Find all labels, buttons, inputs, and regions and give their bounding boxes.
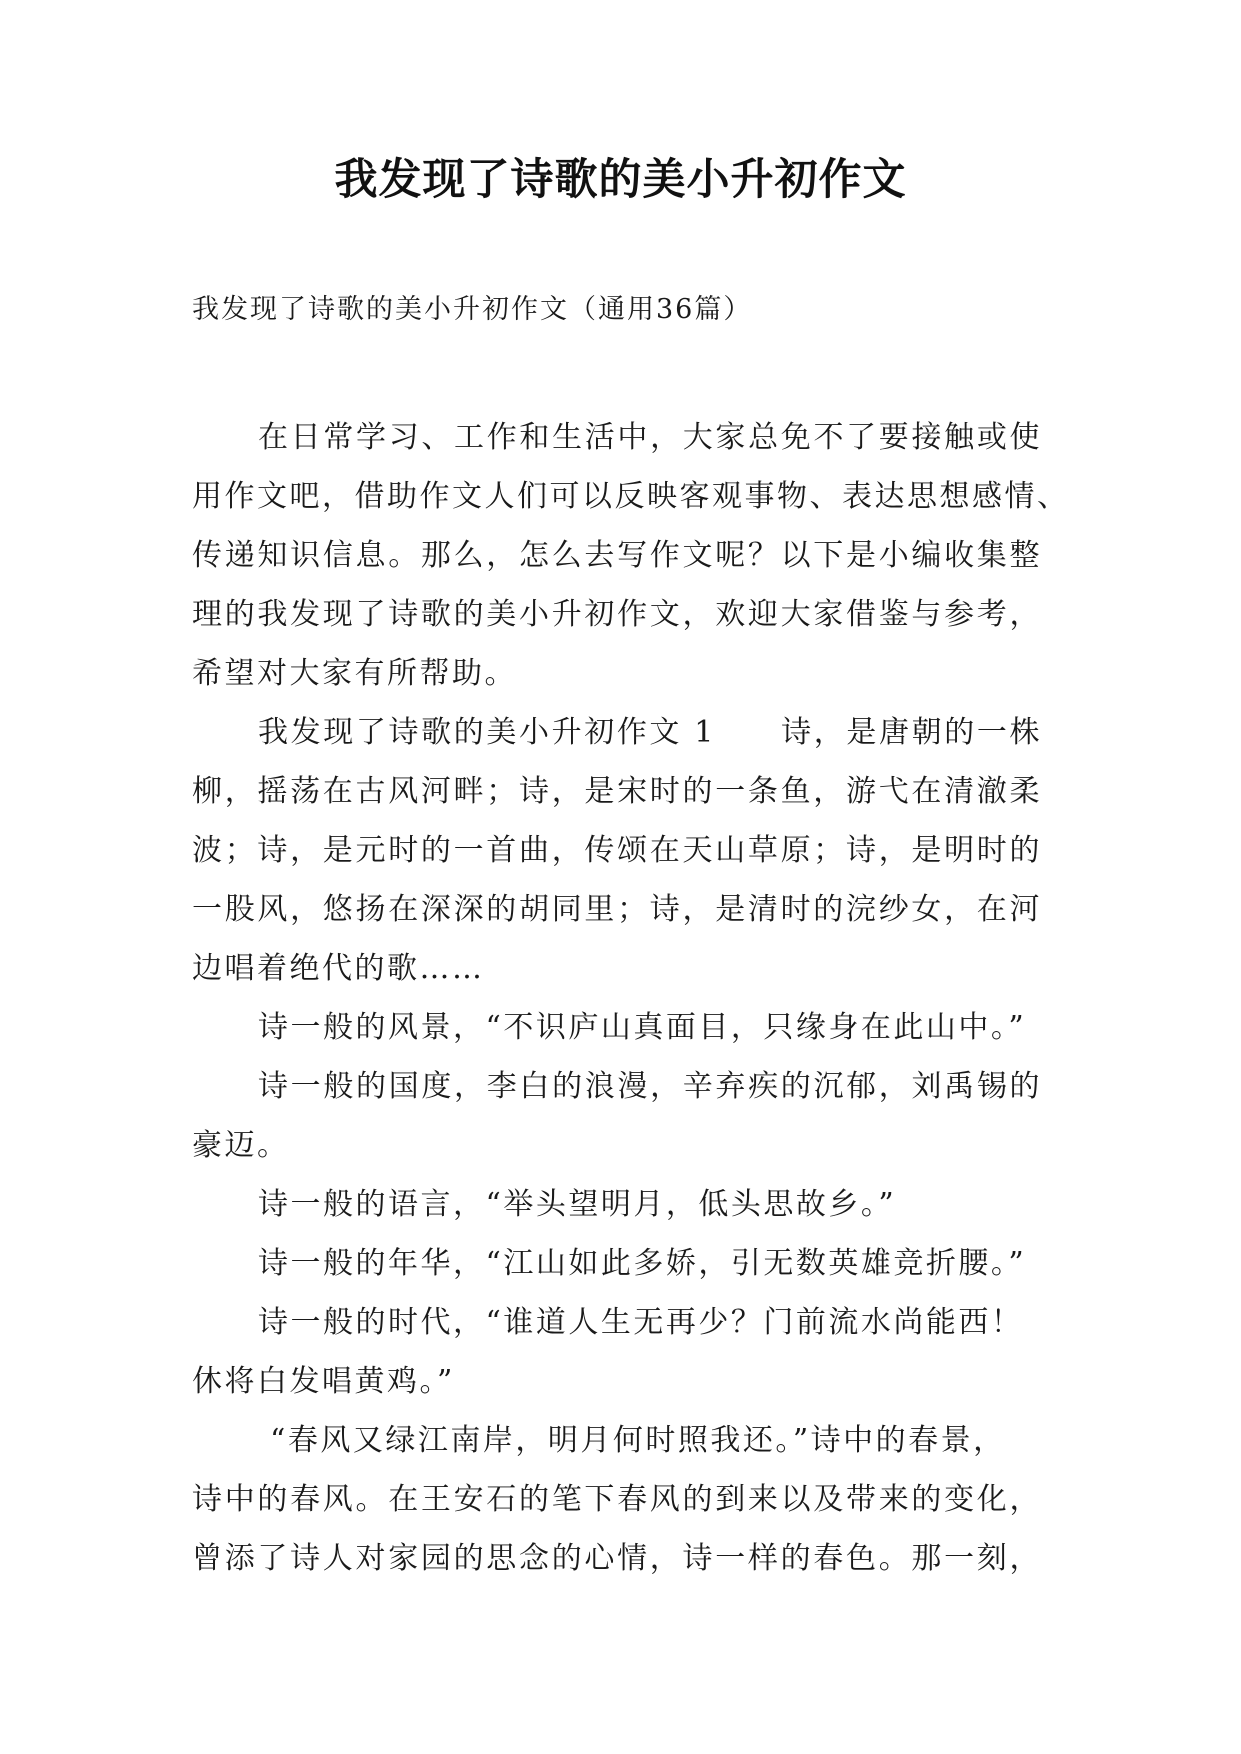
paragraph-line: 一股风，悠扬在深深的胡同里；诗，是清时的浣纱女，在河 [192,892,1042,927]
paragraph-line: 希望对大家有所帮助。 [192,656,517,691]
paragraph-line: 柳，摇荡在古风河畔；诗，是宋时的一条鱼，游弋在清澈柔 [192,774,1042,809]
paragraph-line: 曾添了诗人对家园的思念的心情，诗一样的春色。那一刻， [192,1541,1042,1576]
paragraph-line: 诗一般的语言，“举头望明月，低头思故乡。” [258,1187,897,1222]
paragraph-line: 波；诗，是元时的一首曲，传颂在天山草原；诗，是明时的 [192,833,1042,868]
paragraph-line: 用作文吧，借助作文人们可以反映客观事物、表达思想感情、 [192,479,1070,514]
paragraph-line: 休将白发唱黄鸡。” [192,1364,455,1399]
essay-heading-line: 我发现了诗歌的美小升初作文 1 诗，是唐朝的一株 [258,715,1042,750]
paragraph-line: 传递知识信息。那么，怎么去写作文呢？以下是小编收集整 [192,538,1042,573]
paragraph-line: 诗一般的国度，李白的浪漫，辛弃疾的沉郁，刘禹锡的 [258,1069,1042,1104]
document-title: 我发现了诗歌的美小升初作文 [334,155,907,205]
paragraph-line: 诗一般的风景，“不识庐山真面目，只缘身在此山中。” [258,1010,1027,1045]
document-subtitle: 我发现了诗歌的美小升初作文（通用36篇） [192,294,753,325]
paragraph-line: “春风又绿江南岸，明月何时照我还。”诗中的春景， [270,1423,1006,1458]
paragraph-line: 诗中的春风。在王安石的笔下春风的到来以及带来的变化， [192,1482,1042,1517]
paragraph-line: 边唱着绝代的歌…… [192,951,485,986]
paragraph-line: 在日常学习、工作和生活中，大家总免不了要接触或使 [258,420,1042,455]
paragraph-line: 诗一般的年华，“江山如此多娇，引无数英雄竞折腰。” [258,1246,1027,1281]
document-body [192,408,1070,1588]
paragraph-line: 理的我发现了诗歌的美小升初作文，欢迎大家借鉴与参考， [192,597,1042,632]
paragraph-line: 豪迈。 [192,1128,290,1163]
paragraph-line: 诗一般的时代，“谁道人生无再少？门前流水尚能西！ [258,1305,1024,1340]
